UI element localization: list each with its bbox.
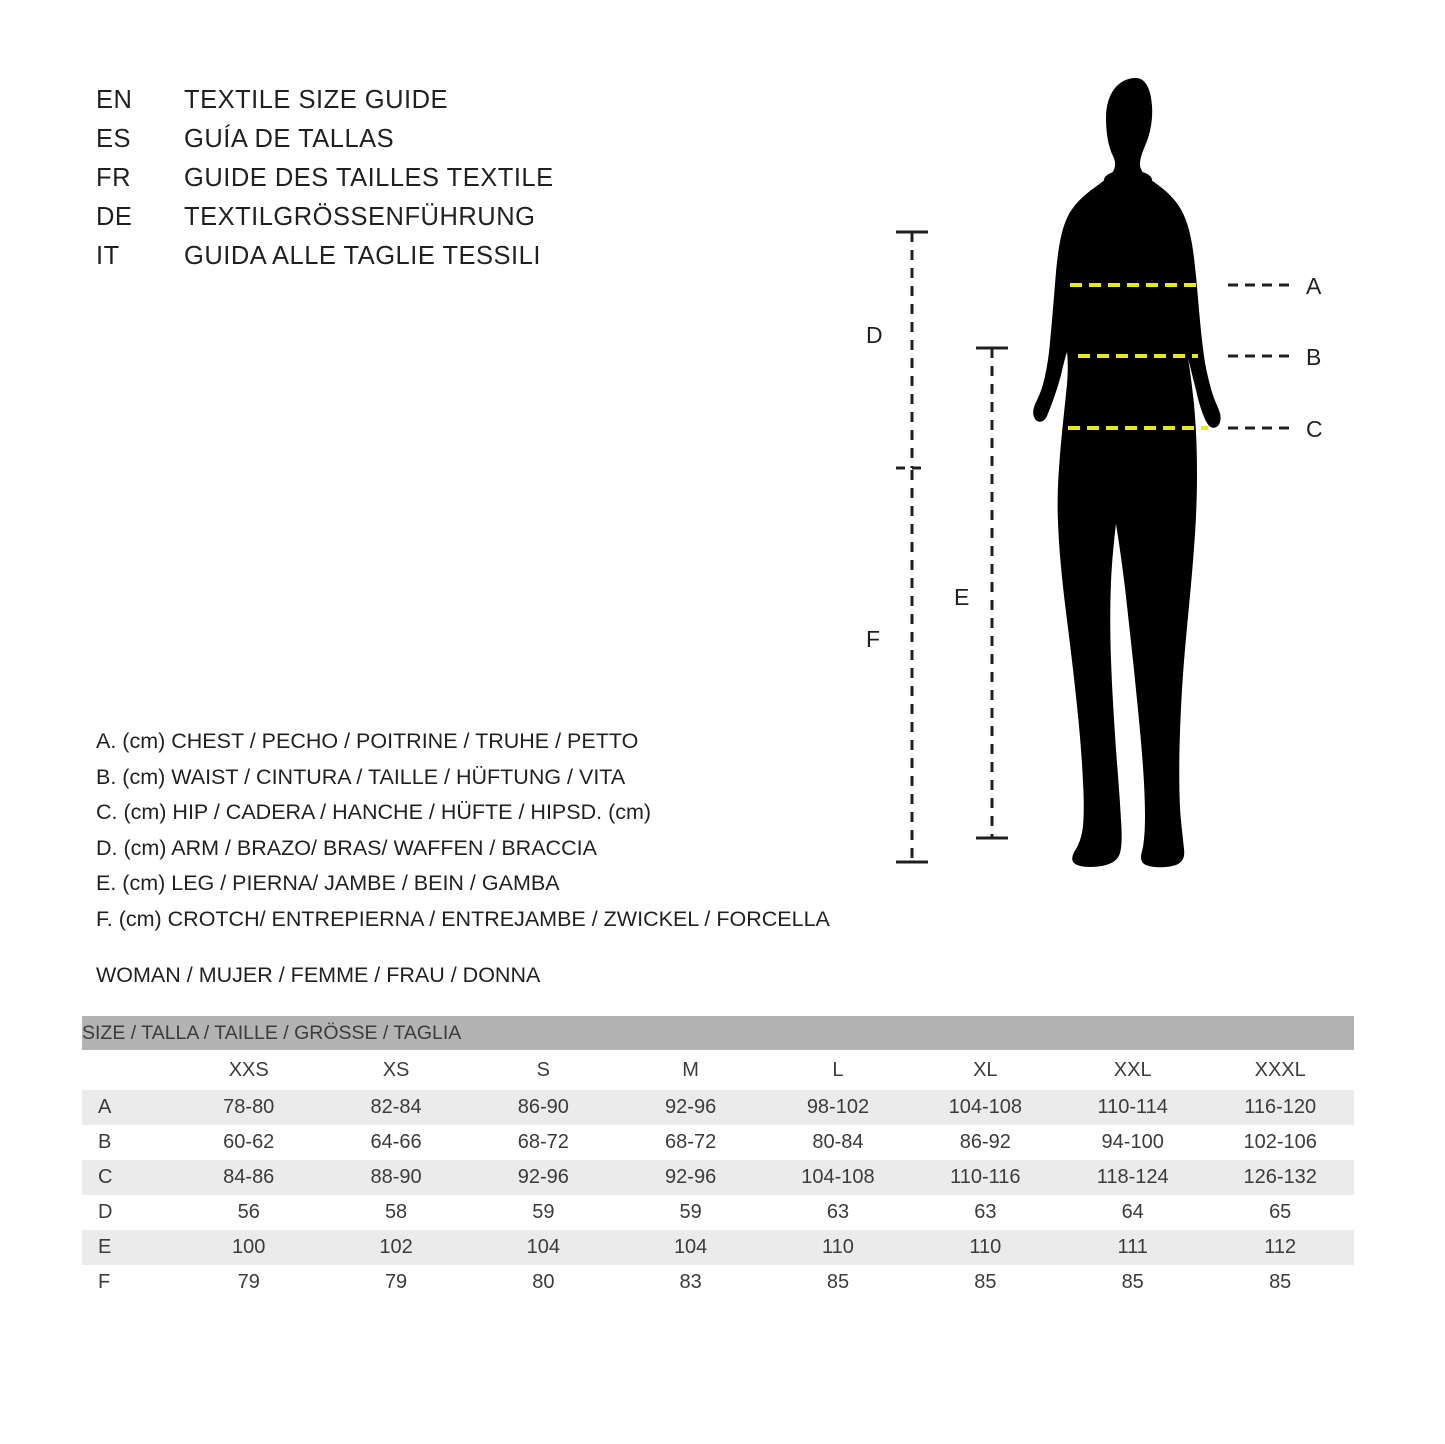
cell-f-xxl: 85	[1121, 1271, 1144, 1293]
cell-e-m: 104	[617, 1230, 764, 1265]
cell-b-xxxl: 102-106	[1243, 1131, 1317, 1153]
title-text-fr: GUIDE DES TAILLES TEXTILE	[184, 164, 554, 192]
table-banner-label: SIZE / TALLA / TAILLE / GRÖSSE / TAGLIA	[82, 1016, 1354, 1050]
table-row	[82, 1265, 1354, 1300]
marker-label-d: D	[866, 322, 883, 348]
measurement-figure	[840, 60, 1360, 900]
leg-dimension-bracket	[976, 348, 1008, 838]
title-row	[96, 125, 796, 164]
cell-e-l: 110	[764, 1230, 911, 1265]
table-row	[82, 1195, 1354, 1230]
cell-c-l: 104-108	[764, 1160, 911, 1195]
table-banner-row	[82, 1016, 1354, 1050]
table-row-label-b: B	[98, 1131, 112, 1153]
table-col-header-xxl: XXL	[1059, 1050, 1206, 1090]
title-text-de: TEXTILGRÖSSENFÜHRUNG	[184, 203, 536, 231]
cell-e-xl: 110	[912, 1230, 1059, 1265]
title-text-es: GUÍA DE TALLAS	[184, 125, 395, 153]
cell-c-s: 92-96	[470, 1160, 617, 1195]
title-text-en: TEXTILE SIZE GUIDE	[184, 86, 449, 114]
marker-label-a: A	[1306, 273, 1322, 299]
legend-line-a: A. (cm) CHEST / PECHO / POITRINE / TRUHE / PETTO	[96, 729, 639, 753]
cell-b-xxs: 60-62	[223, 1131, 275, 1153]
table-row	[82, 1230, 1354, 1265]
title-block	[96, 86, 796, 281]
cell-f-xs: 79	[384, 1271, 408, 1293]
legend-line-f: F. (cm) CROTCH/ ENTREPIERNA / ENTREJAMBE / ZWICKEL / FORCELLA	[96, 906, 830, 931]
cell-c-xs: 88-90	[322, 1160, 469, 1195]
cell-c-xl: 110-116	[912, 1160, 1059, 1195]
cell-d-s: 59	[532, 1201, 555, 1223]
table-col-header-m: M	[617, 1050, 764, 1090]
marker-label-c: C	[1306, 416, 1323, 442]
cell-a-m: 92-96	[617, 1090, 764, 1125]
title-lang-es: ES	[96, 125, 132, 153]
table-header-row	[82, 1050, 1354, 1090]
title-row	[96, 86, 796, 125]
cell-f-s: 80	[532, 1271, 555, 1293]
cell-b-m: 68-72	[665, 1131, 717, 1153]
table-corner-cell	[82, 1050, 175, 1090]
cell-d-m: 59	[679, 1201, 702, 1223]
legend-line-c: C. (cm) HIP / CADERA / HANCHE / HÜFTE / HIPSD. (cm)	[96, 800, 652, 824]
table-col-header-s: S	[470, 1050, 617, 1090]
cell-d-xxl: 64	[1121, 1201, 1144, 1223]
title-lang-fr: FR	[96, 164, 131, 192]
cell-b-s: 68-72	[517, 1131, 569, 1153]
cell-e-xs: 102	[322, 1230, 469, 1265]
title-lang-en: EN	[96, 86, 133, 114]
table-col-header-xxxl: XXXL	[1206, 1050, 1354, 1090]
cell-e-s: 104	[470, 1230, 617, 1265]
cell-f-xl: 85	[974, 1271, 997, 1293]
arm-dimension-bracket	[896, 232, 928, 468]
table-row-label-c: C	[82, 1160, 175, 1195]
title-lang-it: IT	[96, 242, 120, 270]
cell-f-l: 85	[826, 1271, 850, 1293]
female-silhouette-diagram	[840, 60, 1360, 900]
table-row-label-f: F	[98, 1271, 111, 1293]
table-col-header-xl: XL	[912, 1050, 1059, 1090]
cell-d-xxxl: 65	[1269, 1201, 1292, 1223]
cell-b-xxl: 94-100	[1101, 1131, 1164, 1153]
title-row	[96, 164, 796, 203]
table-row-label-a: A	[82, 1090, 175, 1125]
title-row	[96, 203, 796, 242]
table-row	[82, 1125, 1354, 1160]
cell-d-l: 63	[826, 1201, 850, 1223]
cell-e-xxs: 100	[175, 1230, 322, 1265]
table-row	[82, 1160, 1354, 1195]
cell-e-xxxl: 112	[1206, 1230, 1354, 1265]
cell-c-m: 92-96	[617, 1160, 764, 1195]
table-row-label-e: E	[82, 1230, 175, 1265]
cell-d-xxs: 56	[237, 1201, 260, 1223]
legend-line-b: B. (cm) WAIST / CINTURA / TAILLE / HÜFTUNG / VITA	[96, 764, 626, 789]
cell-a-xs: 82-84	[322, 1090, 469, 1125]
size-table	[82, 1016, 1354, 1300]
legend-line-e: E. (cm) LEG / PIERNA/ JAMBE / BEIN / GAMBA	[96, 871, 560, 895]
table-col-header-xxs: XXS	[175, 1050, 322, 1090]
cell-d-xl: 63	[974, 1201, 997, 1223]
size-group-label: WOMAN / MUJER / FEMME / FRAU / DONNA	[96, 963, 541, 987]
marker-label-f: F	[866, 626, 881, 652]
marker-label-e: E	[954, 584, 970, 610]
marker-label-b: B	[1306, 344, 1322, 370]
cell-a-xxxl: 116-120	[1206, 1090, 1354, 1125]
title-row	[96, 242, 796, 281]
cell-a-l: 98-102	[764, 1090, 911, 1125]
cell-b-xl: 86-92	[959, 1131, 1011, 1153]
title-lang-de: DE	[96, 203, 133, 231]
cell-a-xxl: 110-114	[1059, 1090, 1206, 1125]
legend-block	[96, 724, 916, 937]
cell-f-xxs: 79	[237, 1271, 260, 1293]
table-row-label-d: D	[98, 1201, 113, 1223]
cell-c-xxs: 84-86	[175, 1160, 322, 1195]
cell-a-s: 86-90	[470, 1090, 617, 1125]
cell-a-xl: 104-108	[912, 1090, 1059, 1125]
cell-d-xs: 58	[384, 1201, 408, 1223]
cell-c-xxxl: 126-132	[1206, 1160, 1354, 1195]
cell-f-xxxl: 85	[1269, 1271, 1292, 1293]
cell-f-m: 83	[679, 1271, 702, 1293]
table-row	[82, 1090, 1354, 1125]
female-body-silhouette	[1033, 78, 1220, 867]
legend-line-d: D. (cm) ARM / BRAZO/ BRAS/ WAFFEN / BRACCIA	[96, 835, 597, 860]
table-col-header-l: L	[764, 1050, 911, 1090]
cell-e-xxl: 111	[1059, 1230, 1206, 1265]
cell-b-xs: 64-66	[370, 1131, 422, 1153]
cell-c-xxl: 118-124	[1059, 1160, 1206, 1195]
cell-b-l: 80-84	[812, 1131, 864, 1153]
title-text-it: GUIDA ALLE TAGLIE TESSILI	[184, 242, 541, 270]
table-col-header-xs: XS	[322, 1050, 469, 1090]
cell-a-xxs: 78-80	[175, 1090, 322, 1125]
